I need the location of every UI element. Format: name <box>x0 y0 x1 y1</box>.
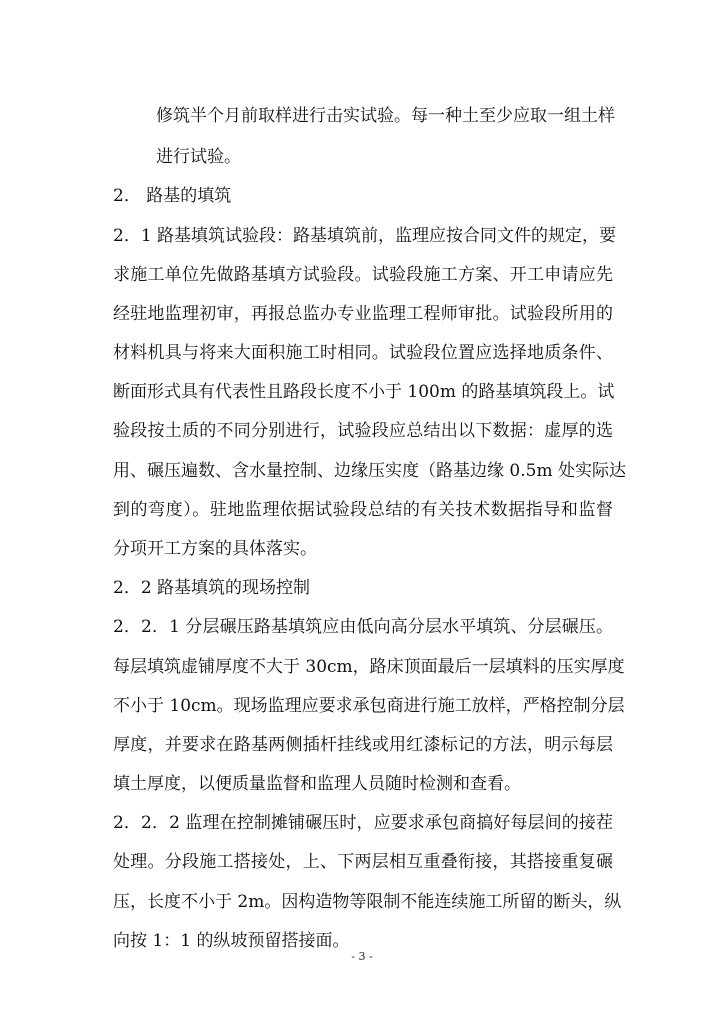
text-line-7: 材料机具与将来大面积施工时相同。试验段位置应选择地质条件、 <box>113 343 613 363</box>
text-line-10: 用、碾压遍数、含水量控制、边缘压实度（路基边缘 0.5m 处实际达 <box>113 461 626 481</box>
text-line-19: 2．2．2 监理在控制摊铺碾压时，应要求承包商搞好每层间的接茬 <box>113 813 613 833</box>
text-line-22: 向按 1：1 的纵坡预留搭接面。 <box>113 931 350 951</box>
text-line-6: 经驻地监理初审，再报总监办专业监理工程师审批。试验段所用的 <box>113 304 613 324</box>
text-line-9: 验段按土质的不同分别进行，试验段应总结出以下数据：虚厚的选 <box>113 421 613 441</box>
text-line-11: 到的弯度）。驻地监理依据试验段总结的有关技术数据指导和监督 <box>113 500 613 520</box>
text-line-15: 每层填筑虚铺厚度不大于 30cm，路床顶面最后一层填料的压实厚度 <box>113 657 625 677</box>
text-line-20: 处理。分段施工搭接处，上、下两层相互重叠衔接，其搭接重复碾 <box>113 852 613 872</box>
text-line-21: 压，长度不小于 2m。因构造物等限制不能连续施工所留的断头，纵 <box>113 892 622 912</box>
text-line-1: 修筑半个月前取样进行击实试验。每一种土至少应取一组土样 <box>156 106 615 126</box>
text-line-16: 不小于 10cm。现场监理应要求承包商进行施工放样，严格控制分层 <box>113 696 625 716</box>
text-line-4: 2．1 路基填筑试验段：路基填筑前，监理应按合同文件的规定，要 <box>113 226 617 246</box>
text-line-14: 2．2．1 分层碾压路基填筑应由低向高分层水平填筑、分层碾压。 <box>113 617 613 637</box>
text-line-8: 断面形式具有代表性且路段长度不小于 100m 的路基填筑段上。试 <box>113 382 615 402</box>
page-number: - 3 - <box>351 950 373 963</box>
text-line-17: 厚度，并要求在路基两侧插杆挂线或用红漆标记的方法，明示每层 <box>113 735 613 755</box>
text-line-2: 进行试验。 <box>156 147 241 167</box>
text-line-18: 填土厚度，以便质量监督和监理人员随时检测和查看。 <box>113 774 521 794</box>
text-line-12: 分项开工方案的具体落实。 <box>113 539 317 559</box>
text-line-5: 求施工单位先做路基填方试验段。试验段施工方案、开工申请应先 <box>113 265 613 285</box>
section-heading-2: 2． 路基的填筑 <box>113 186 232 206</box>
section-heading-2-2: 2．2 路基填筑的现场控制 <box>113 578 311 598</box>
